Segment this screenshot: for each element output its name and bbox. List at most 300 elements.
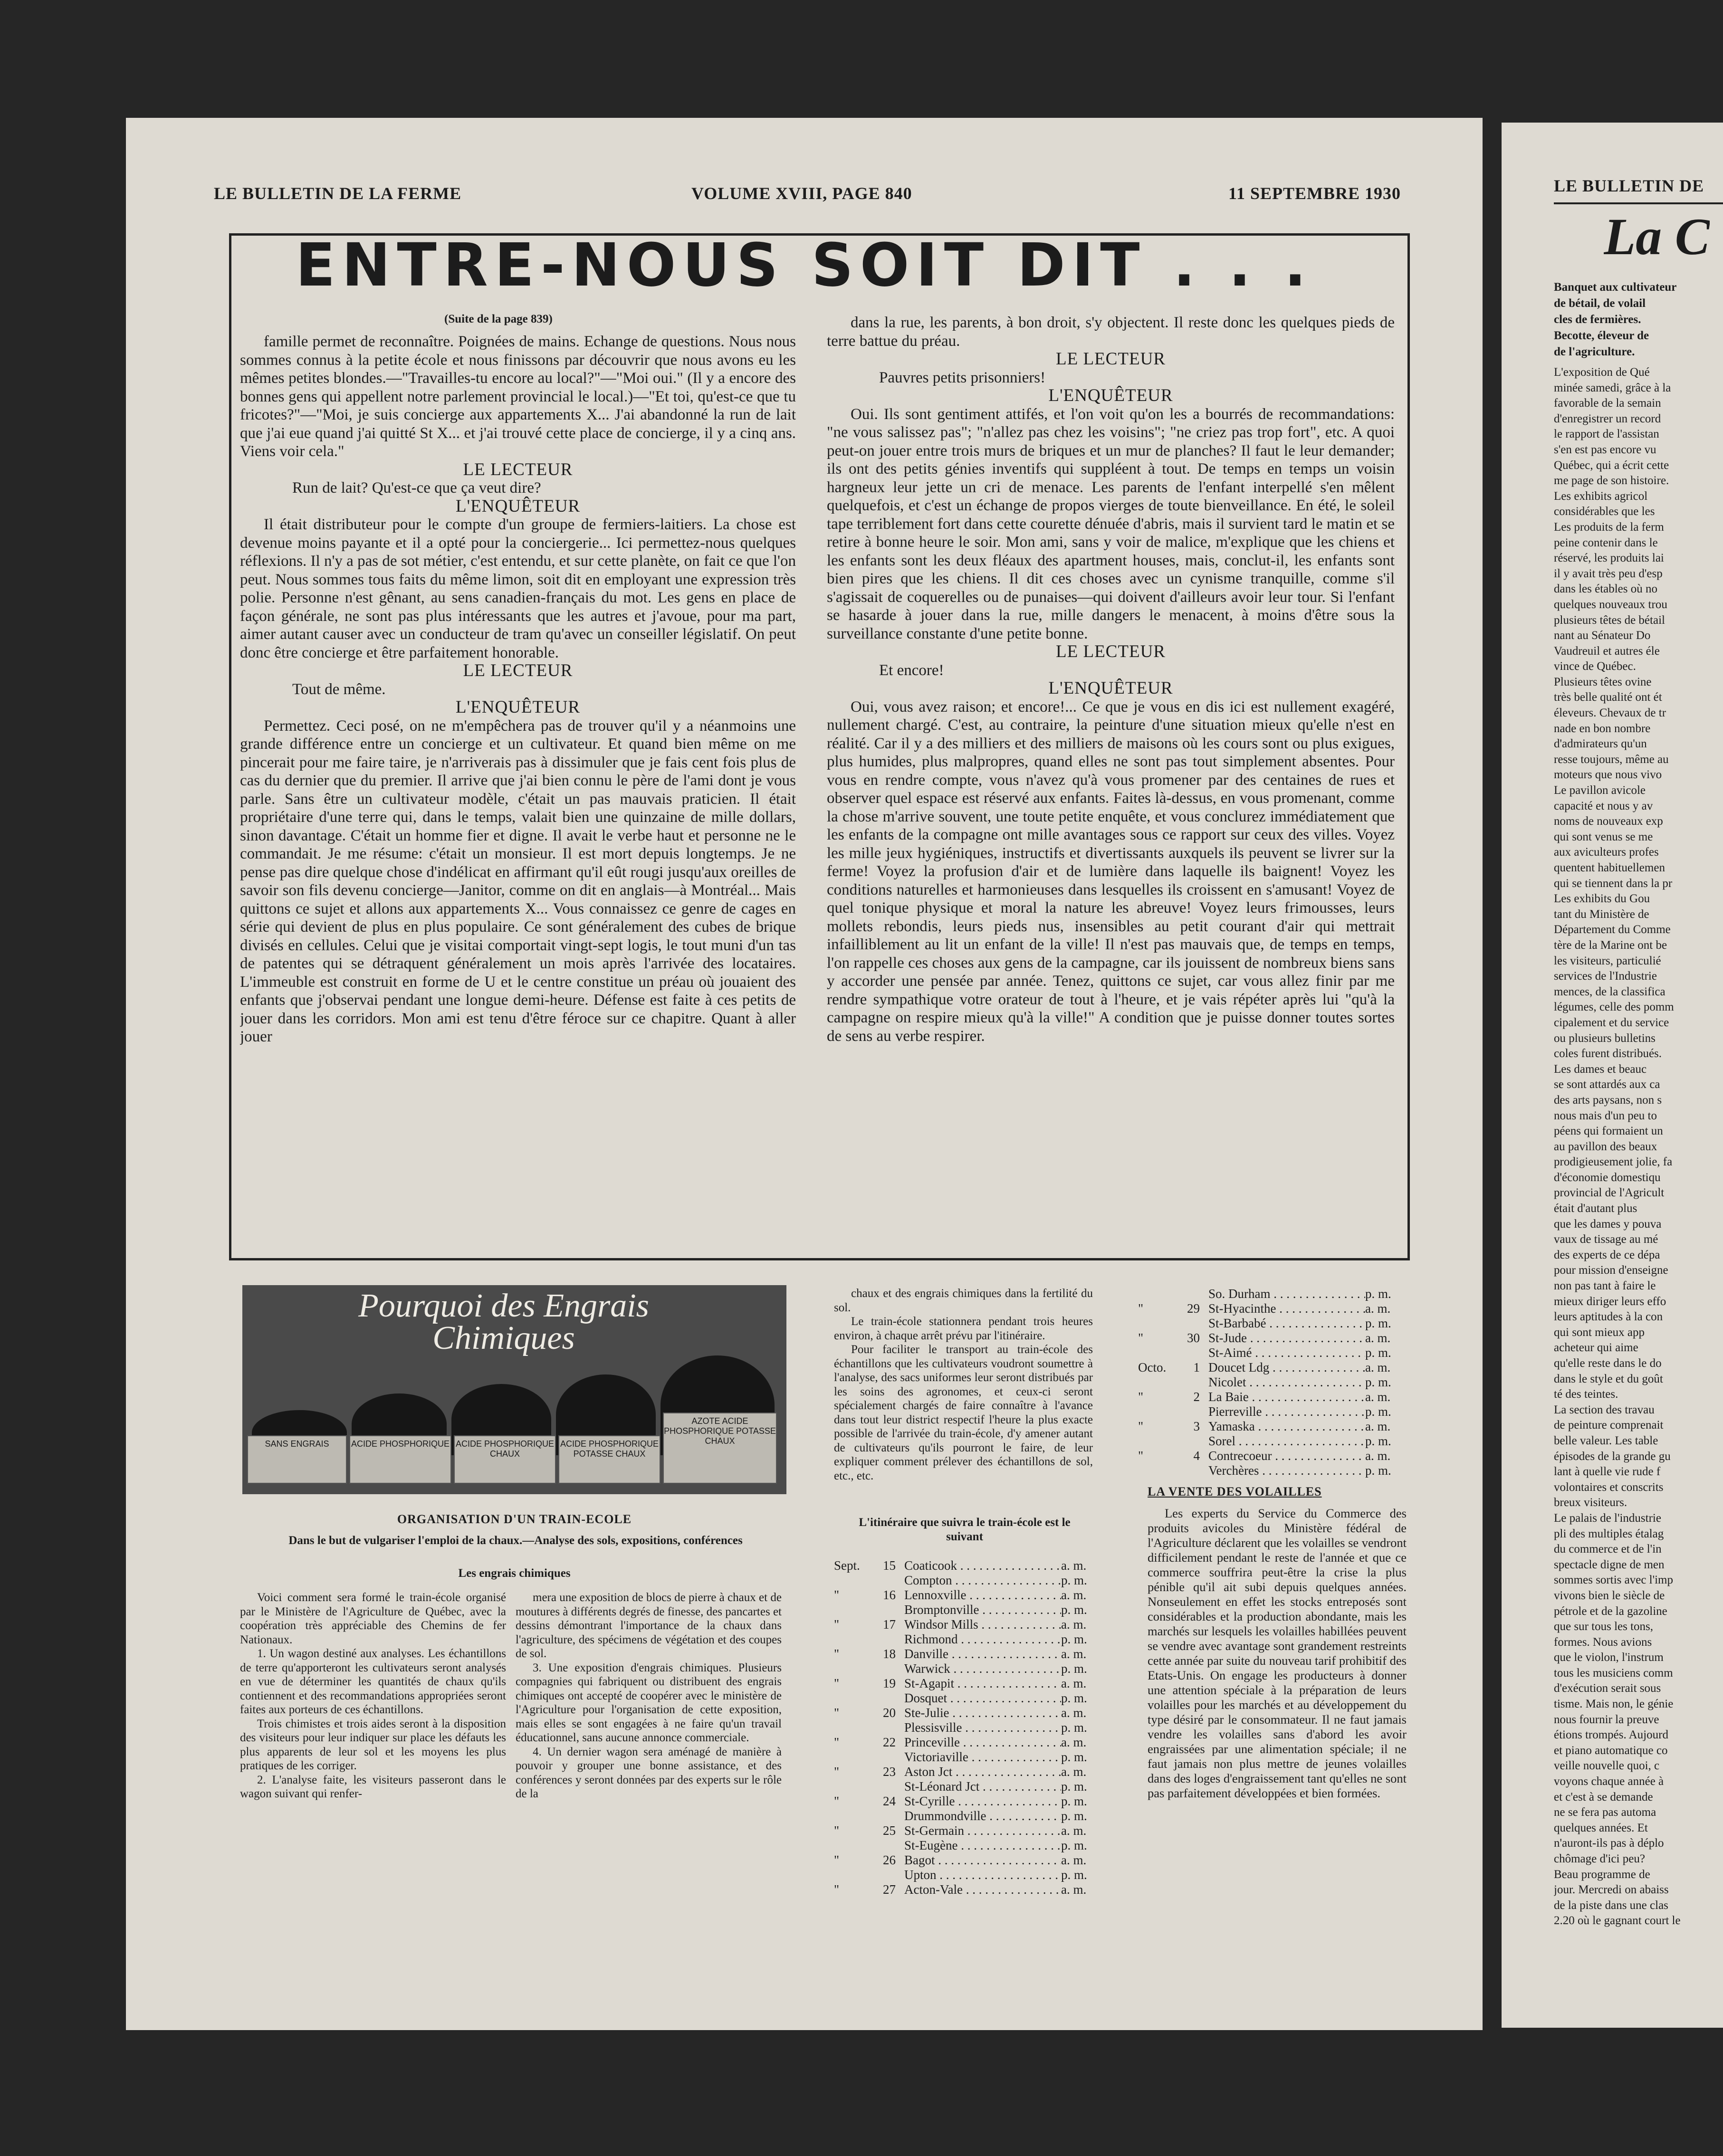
train-paragraph: 3. Une exposition d'engrais chimiques. Plusieurs compagnies qui fabriquent ou distribuent des engrais chimiques ont accepté de coopérer avec le ministère de l'Agriculture pour l'organisation de cette exposition, mais elles se sont engagées à ne faire qu'un travail éducationnel, sans aucune annonce commerciale. <box>516 1661 782 1744</box>
itinerary-row <box>1138 1287 1395 1301</box>
itinerary-day: 25 <box>883 1823 896 1838</box>
itinerary-time: a. m. <box>1061 1558 1087 1573</box>
itinerary-time: a. m. <box>1061 1765 1087 1779</box>
page2-text-line: veille nouvelle quoi, c <box>1554 1759 1660 1773</box>
itinerary-station: Acton-Vale . . . <box>904 1882 1061 1897</box>
itinerary-row <box>834 1617 1091 1632</box>
itinerary-day <box>867 1868 904 1882</box>
page2-text-line: me page de son histoire. <box>1554 474 1669 487</box>
paragraph: Oui, vous avez raison; et encore!... Ce que je vous en dis ici est nullement exagéré, nullement chargé. C'est, au contraire, la peinture d'une situation mieux qu'elle n'est en réalité. Car il y a des milliers et des milliers de maisons où les cours sont ou plus exigues, plus humides, plus malpropres, quand elles ne sont pas tout simplement absentes. Pour vous en rendre compte, vous n'avez qu'à vous promener par des centaines de rues et observer quel espace est réservé aux enfants. Faites là-dessus, en vous promenant, comme la chose m'arrive souvent, une toute petite enquête, et vous conclurez immédiatement que les enfants de la compagne ont mille avantages sous ce rapport sur ceux des villes. Voyez les mille jeux hygiéniques, instructifs et divertissants auxquels ils peuvent se livrer sur la ferme! Voyez la profusion d'air et de lumière dans laquelle ils baignent! Voyez les conditions naturelles et harmonieuses dans lesquelles ils croissent en s'amusant! Voyez de quel tonique physique et moral la nature les abreuve! Voyez leurs frimousses, leurs mollets rebondis, leurs pieds nus, insensibles au petit courant d'air qui mettrait infailliblement au lit un enfant de la ville! Il n'est pas mauvais que, de temps en temps, l'on rappelle ces choses aux gens de la campagne, car ils jouissent de nombreux biens sans y accorder une pensée par année. Tenez, quittons ce sujet, car vous allez finir par me rendre sympathique votre orateur de tout à l'heure, et je vais répéter après lui "qu'à la campagne on respire mieux qu'à la ville!" A condition que je puisse donner toutes sortes de sens au verbe respirer. <box>827 698 1395 1045</box>
page2-text-line: volontaires et conscrits <box>1554 1480 1664 1494</box>
itinerary-time: a. m. <box>1061 1853 1087 1867</box>
itinerary-list-2 <box>1138 1287 1395 1478</box>
itinerary-month: " <box>834 1588 840 1602</box>
page2-text-line: nant au Sénateur Do <box>1554 629 1651 642</box>
itinerary-station: Windsor Mills . . . <box>904 1617 1061 1632</box>
page2-text-line: des experts de ce dépa <box>1554 1248 1660 1261</box>
itinerary-day <box>867 1750 904 1765</box>
page2-text-line: de la piste dans une clas <box>1554 1898 1668 1912</box>
itinerary-month <box>834 1691 867 1706</box>
itinerary-station: Doucet Ldg . . . <box>1208 1360 1365 1375</box>
page2-text-line: ou plusieurs bulletins <box>1554 1031 1656 1045</box>
page2-text-line: au pavillon des beaux <box>1554 1140 1657 1153</box>
itinerary-row <box>1138 1316 1395 1331</box>
itinerary-station: La Baie . . . <box>1208 1390 1365 1404</box>
itinerary-station: Ste-Julie . . . <box>904 1706 1061 1720</box>
itinerary-row <box>1138 1404 1395 1419</box>
reply-line: Tout de même. <box>292 680 386 698</box>
page2-text-line: leurs aptitudes à la con <box>1554 1310 1663 1324</box>
itinerary-time: p. m. <box>1061 1691 1087 1705</box>
itinerary-month: " <box>834 1676 840 1690</box>
page2-text-line: d'admirateurs qu'un <box>1554 737 1647 751</box>
itinerary-month: Octo. <box>1138 1360 1167 1374</box>
photo-label-2: ACIDE PHOSPHORIQUE <box>349 1435 451 1484</box>
itinerary-month: " <box>1138 1301 1144 1316</box>
itinerary-station: Bagot . . . <box>904 1853 1061 1868</box>
itinerary-time: p. m. <box>1365 1434 1391 1448</box>
itinerary-row <box>834 1794 1091 1809</box>
itinerary-station: St-Eugène . . . <box>904 1838 1061 1853</box>
itinerary-row <box>834 1868 1091 1882</box>
page2-text-line: breux visiteurs. <box>1554 1496 1627 1509</box>
itinerary-station: St-Cyrille . . . <box>904 1794 1061 1809</box>
itinerary-station: Warwick . . . <box>904 1661 1061 1676</box>
itinerary-month <box>834 1603 867 1617</box>
page2-text-line: d'exécution serait sous <box>1554 1682 1661 1695</box>
itinerary-station: Sorel . . . <box>1208 1434 1365 1449</box>
itinerary-station: Yamaska . . . <box>1208 1419 1365 1434</box>
page2-text-line: favorable de la semain <box>1554 397 1661 410</box>
itinerary-station: Contrecoeur . . . <box>1208 1449 1365 1463</box>
itinerary-station: St-Germain . . . <box>904 1823 1061 1838</box>
itinerary-day: 23 <box>883 1765 896 1779</box>
itinerary-day: 26 <box>883 1853 896 1867</box>
photo-label-5: AZOTE ACIDE PHOSPHORIQUE POTASSE CHAUX <box>663 1412 777 1484</box>
itinerary-row <box>1138 1463 1395 1478</box>
itinerary-month: " <box>834 1617 840 1631</box>
page2-text-line: s'en est pas encore vu <box>1554 443 1656 456</box>
page2-text-line: éleveurs. Chevaux de tr <box>1554 706 1666 720</box>
itinerary-day: 20 <box>883 1706 896 1720</box>
itinerary-day: 4 <box>1193 1449 1200 1463</box>
train-paragraph: chaux et des engrais chimiques dans la fertilité du sol. <box>834 1287 1093 1314</box>
itinerary-time: p. m. <box>1365 1463 1391 1478</box>
continued-note: (Suite de la page 839) <box>444 313 553 325</box>
itinerary-row <box>834 1720 1091 1735</box>
page2-text-line: vivons bien le siècle de <box>1554 1589 1665 1602</box>
page2-text-line: des arts paysans, non s <box>1554 1093 1662 1107</box>
itinerary-time: a. m. <box>1365 1419 1391 1433</box>
page2-text-line: péens qui formaient un <box>1554 1125 1663 1138</box>
itinerary-day <box>1171 1404 1208 1419</box>
itinerary-station: St-Hyacinthe . . . <box>1208 1301 1365 1316</box>
page2-text-line: services de l'Industrie <box>1554 970 1657 983</box>
itinerary-time: a. m. <box>1365 1390 1391 1404</box>
page2-text-line: mieux diriger leurs effo <box>1554 1295 1666 1308</box>
page2-text-line: dans le style et du goût <box>1554 1372 1663 1385</box>
page2-text-line: spectacle digne de men <box>1554 1558 1665 1571</box>
itinerary-time: p. m. <box>1365 1287 1391 1301</box>
speaker-label: L'ENQUÊTEUR <box>1048 386 1173 405</box>
photo-title-line-1: Pourquoi des Engrais <box>358 1288 649 1324</box>
page2-header: LE BULLETIN DE <box>1554 176 1704 195</box>
page2-text-line: tisme. Mais non, le génie <box>1554 1698 1674 1711</box>
itinerary-day: 17 <box>883 1617 896 1631</box>
itinerary-time: p. m. <box>1061 1661 1087 1676</box>
itinerary-time: a. m. <box>1061 1617 1087 1631</box>
itinerary-day <box>867 1838 904 1853</box>
train-paragraph: Le train-école stationnera pendant trois heures environ, à chaque arrêt prévu par l'itinéraire. <box>834 1315 1093 1342</box>
itinerary-day: 19 <box>883 1676 896 1690</box>
page2-deck-line: Banquet aux cultivateur <box>1554 281 1677 294</box>
itinerary-day <box>1171 1463 1208 1478</box>
train-paragraph: Pour faciliter le transport au train-école des échantillons que les cultivateurs voudront soumettre à l'analyse, des sacs uniformes leur seront distribués par les soins des agronomes, et ceux-ci seront spécialement chargés de faire connaître à l'avance dans tout leur district respectif l'heure la plus exacte possible de l'arrivée du train-école, d'y amener autant de cultivateurs qu'ils pourront le faire, de leur expliquer comment prélever des échantillons de sol, etc., etc. <box>834 1343 1093 1482</box>
page2-text-line: dans les étables où no <box>1554 582 1658 596</box>
itinerary-time: a. m. <box>1365 1331 1391 1345</box>
itinerary-row <box>834 1735 1091 1750</box>
itinerary-day <box>1171 1316 1208 1331</box>
itinerary-row <box>834 1779 1091 1794</box>
itinerary-row <box>834 1765 1091 1779</box>
page2-text-line: voyons chaque année à <box>1554 1775 1664 1788</box>
itinerary-time: a. m. <box>1061 1735 1087 1749</box>
page2-text-line: minée samedi, grâce à la <box>1554 381 1671 394</box>
itinerary-month <box>834 1632 867 1647</box>
train-title: ORGANISATION D'UN TRAIN-ECOLE <box>397 1512 632 1526</box>
itinerary-time: p. m. <box>1365 1375 1391 1389</box>
itinerary-day: 27 <box>883 1882 896 1897</box>
itinerary-month <box>834 1661 867 1676</box>
page2-text-line: coles furent distribués. <box>1554 1047 1662 1060</box>
train-deck: Dans le but de vulgariser l'emploi de la chaux.—Analyse des sols, expositions, conférences <box>288 1534 743 1547</box>
itinerary-station: Coaticook . . . <box>904 1558 1061 1573</box>
paragraph: Oui. Ils sont gentiment attifés, et l'on voit qu'on les a bourrés de recommandations: "ne vous salissez pas"; "n'allez pas chez les voisins"; "ne criez pas trop fort", etc. A quoi peut-on jouer entre trois murs de briques et un mur de planches? Il faut le leur demander; ils ont des petits génies inventifs qui suppléent à tout. De temps en temps un voisin hargneux leur jette un cri de menace. Les parents de l'enfant interpellé s'en mêlent quelquefois, et c'est un échange de propos vierges de toute bienveillance. En été, le soleil tape terriblement fort dans cette courette dénuée d'abris, mais il survient tard le matin et se retire à bonne heure le soir. Mon ami, sans y voir de malice, m'explique que les chiens et les enfants sont les deux fléaux des apartment houses, mais, conclut-il, les enfants sont bien pires que les chiens. Il dit ces choses avec un cynisme tranquille, comme s'il s'agissait de coquerelles ou de punaises—qui doivent d'ailleurs avoir leur tour. Si l'enfant se hasarde à jouer dans la rue, mille dangers le menacent, à moins d'être sous la surveillance constante d'une petite bonne. <box>827 405 1395 642</box>
paragraph: Il était distributeur pour le compte d'un groupe de fermiers-laitiers. La chose est devenue moins payante et il a opté pour la conciergerie... Ici permettez-nous quelques réflexions. Il n'y a pas de sot métier, c'est entendu, et sur cette planète, on fait ce que l'on peut. Nous sommes tous faits du même limon, soit dit en employant une expression très polie. Personne n'est gênant, au sens canadien-français du mot. Les gens en place de façon générale, ne sont pas plus intéressants que les autres et j'avoue, pour ma part, aimer autant causer avec un conducteur de tram qu'avec un conseiller législatif. On peut donc être concierge et être parfaitement honorable. <box>240 516 796 661</box>
page2-text-line: Québec, qui a écrit cette <box>1554 458 1669 472</box>
page2-text-line: 2.20 où le gagnant court le <box>1554 1914 1681 1927</box>
itinerary-day <box>867 1573 904 1588</box>
page2-text-line: n'auront-ils pas à déplo <box>1554 1837 1664 1850</box>
page2-text-line: lant à quelle vie rude f <box>1554 1465 1661 1479</box>
page2-text-line: nous fournir la preuve <box>1554 1713 1659 1726</box>
volailles-title: LA VENTE DES VOLAILLES <box>1148 1485 1322 1498</box>
itinerary-time: p. m. <box>1365 1404 1391 1419</box>
itinerary-day: 2 <box>1193 1390 1200 1404</box>
itinerary-row <box>834 1588 1091 1603</box>
itinerary-station: St-Léonard Jct . . . <box>904 1779 1061 1794</box>
page2-text-line: Plusieurs têtes ovine <box>1554 675 1652 688</box>
itinerary-day <box>867 1603 904 1617</box>
page2-text-line: acheteur qui aime <box>1554 1341 1638 1355</box>
page2-rule <box>1554 202 1723 204</box>
page2-text-line: vaux de tissage au mé <box>1554 1233 1658 1246</box>
page2-text <box>1554 365 1681 1929</box>
itinerary-station: Upton . . . <box>904 1868 1061 1882</box>
itinerary-time: p. m. <box>1061 1603 1087 1617</box>
itinerary-month: " <box>834 1853 840 1867</box>
page2-text-line: Le palais de l'industrie <box>1554 1511 1661 1525</box>
page2-text-line: Beau programme de <box>1554 1868 1650 1881</box>
page2-text-line: qui sont mieux app <box>1554 1326 1645 1339</box>
itinerary-row <box>1138 1419 1395 1434</box>
speaker-label: LE LECTEUR <box>1056 349 1166 369</box>
headline: ENTRE-NOUS SOIT DIT . . . <box>296 230 1313 300</box>
itinerary-month: Sept. <box>834 1558 860 1573</box>
speaker-label: L'ENQUÊTEUR <box>455 496 581 516</box>
reply-line: Pauvres petits prisonniers! <box>879 369 1046 386</box>
page2-text-line: qui sont venus se me <box>1554 830 1653 843</box>
itinerary-time: p. m. <box>1061 1794 1087 1808</box>
train-paragraph: 4. Un dernier wagon sera aménagé de manière à pouvoir y grouper une bonne assistance, et des conférences y seront données par des experts sur le rôle de la <box>516 1745 782 1800</box>
page2-text-line: très belle qualité ont ét <box>1554 691 1662 704</box>
itinerary-time: p. m. <box>1365 1345 1391 1360</box>
itinerary-time: a. m. <box>1061 1823 1087 1838</box>
itinerary-month: " <box>1138 1419 1144 1433</box>
itinerary-station: Victoriaville . . . <box>904 1750 1061 1765</box>
page2-text-line: prodigieusement jolie, fa <box>1554 1155 1673 1169</box>
page2-text-line: jour. Mercredi on abaiss <box>1554 1883 1669 1897</box>
itinerary-time: p. m. <box>1061 1868 1087 1882</box>
page2-deck-line: de l'agriculture. <box>1554 345 1635 358</box>
itinerary-day <box>867 1632 904 1647</box>
page2-text-line: Les exhibits agricol <box>1554 489 1648 503</box>
page2-text-line: il y avait très peu d'esp <box>1554 567 1663 580</box>
page2-text-line: L'exposition de Qué <box>1554 366 1650 379</box>
itinerary-day <box>867 1720 904 1735</box>
page2-text-line: noms de nouveaux exp <box>1554 815 1663 828</box>
itinerary-row <box>834 1661 1091 1676</box>
itinerary-row <box>834 1853 1091 1868</box>
page2-text-line: tère de la Marine ont be <box>1554 938 1667 952</box>
page2-text-line: aux aviculteurs profes <box>1554 846 1659 859</box>
itinerary-time: a. m. <box>1365 1449 1391 1463</box>
itinerary-time: p. m. <box>1365 1316 1391 1330</box>
speaker-label: L'ENQUÊTEUR <box>1048 678 1173 698</box>
page2-text-line: chômage d'ici peu? <box>1554 1852 1645 1865</box>
itinerary-time: p. m. <box>1061 1838 1087 1852</box>
page2-text-line: qui se tiennent dans la pr <box>1554 877 1673 890</box>
train-column-a <box>240 1591 506 1966</box>
itinerary-station: Richmond . . . <box>904 1632 1061 1647</box>
itinerary-row <box>1138 1345 1395 1360</box>
article-column-2 <box>827 314 1395 1250</box>
itinerary-day: 1 <box>1193 1360 1200 1374</box>
itinerary-day <box>867 1779 904 1794</box>
volailles-text <box>1148 1506 1407 1886</box>
itinerary-month <box>834 1868 867 1882</box>
itinerary-time: a. m. <box>1061 1706 1087 1720</box>
itinerary-day <box>1171 1434 1208 1449</box>
page2-text-line: d'économie domestiqu <box>1554 1171 1661 1184</box>
train-subtitle: Les engrais chimiques <box>458 1567 571 1580</box>
page2-text-line: belle valeur. Les table <box>1554 1434 1658 1447</box>
itinerary-row <box>834 1750 1091 1765</box>
itinerary-row <box>834 1838 1091 1853</box>
itinerary-heading: L'itinéraire que suivra le train-école est le suivant <box>859 1516 1071 1543</box>
itinerary-row <box>834 1691 1091 1706</box>
itinerary-month <box>834 1720 867 1735</box>
page2-text-line: peine contenir dans le <box>1554 536 1658 549</box>
itinerary-day: 15 <box>883 1558 896 1573</box>
itinerary-month: " <box>1138 1390 1144 1404</box>
itinerary-station: Nicolet . . . <box>1208 1375 1365 1390</box>
page-header-left: LE BULLETIN DE LA FERME <box>214 184 462 203</box>
page2-text-line: sommes sortis avec l'imp <box>1554 1574 1674 1587</box>
page2-text-line: Les exhibits du Gou <box>1554 892 1650 906</box>
itinerary-month: " <box>1138 1331 1144 1345</box>
itinerary-row <box>834 1706 1091 1720</box>
speaker-label: LE LECTEUR <box>463 661 573 680</box>
page2-text-line: pétrole et de la gazoline <box>1554 1604 1667 1618</box>
itinerary-month: " <box>834 1882 840 1897</box>
page2-text-line: Le pavillon avicole <box>1554 784 1646 797</box>
itinerary-time: p. m. <box>1061 1750 1087 1764</box>
itinerary-month: " <box>834 1823 840 1838</box>
paragraph: famille permet de reconnaître. Poignées de mains. Echange de questions. Nous nous sommes connus à la petite école et nous finissons par découvrir que nous avons eu les mêmes petites blondes.—"Travailles-tu encore au local?"—"Moi oui." (Il y a encore des bonnes gens qui appellent notre parlement provincial le local.)—"Et toi, qu'est-ce que tu fricotes?"—"Moi, je suis concierge aux appartements X... J'ai abandonné la run de lait que j'ai eue quand j'ai quitté St X... et j'ai trouvé cette place de concierge, il y a cinq ans. Viens voir cela." <box>240 333 796 460</box>
itinerary-month <box>834 1779 867 1794</box>
page2-text-line: de peinture comprenait <box>1554 1419 1664 1432</box>
page2-text-line: se sont attardés aux ca <box>1554 1078 1660 1091</box>
page2-text-line: Département du Comme <box>1554 923 1671 936</box>
itinerary-row <box>834 1676 1091 1691</box>
itinerary-day: 30 <box>1187 1331 1200 1345</box>
itinerary-time: a. m. <box>1061 1647 1087 1661</box>
itinerary-time: a. m. <box>1061 1588 1087 1602</box>
itinerary-month: " <box>834 1647 840 1661</box>
page2-text-line: était d'autant plus <box>1554 1202 1637 1215</box>
itinerary-list-1 <box>834 1558 1091 1897</box>
page2-text-line: pli des multiples étalag <box>1554 1527 1664 1540</box>
page2-text-line: Les produits de la ferm <box>1554 520 1664 534</box>
train-paragraph: Trois chimistes et trois aides seront à la disposition des visiteurs pour leur indiquer sur place les défauts les plus apparents de leur sol et les moyens les plus pratiques de les corriger. <box>240 1717 506 1772</box>
itinerary-month <box>1138 1434 1171 1449</box>
itinerary-day: 16 <box>883 1588 896 1602</box>
itinerary-day <box>1171 1375 1208 1390</box>
itinerary-month <box>834 1838 867 1853</box>
itinerary-day: 29 <box>1187 1301 1200 1316</box>
itinerary-month: " <box>1138 1449 1144 1463</box>
itinerary-month: " <box>834 1706 840 1720</box>
train-column-c <box>834 1287 1093 1500</box>
itinerary-row <box>834 1573 1091 1588</box>
itinerary-station: St-Aimé . . . <box>1208 1345 1365 1360</box>
itinerary-station: Aston Jct . . . <box>904 1765 1061 1779</box>
page2-text-line: tous les musiciens comm <box>1554 1666 1673 1679</box>
itinerary-row <box>834 1647 1091 1661</box>
article-column-1 <box>240 333 796 1250</box>
itinerary-row <box>1138 1375 1395 1390</box>
newspaper-page-840 <box>126 118 1483 2030</box>
page2-text-line: capacité et nous y av <box>1554 799 1653 812</box>
itinerary-station: Bromptonville . . . <box>904 1603 1061 1617</box>
itinerary-row <box>834 1809 1091 1823</box>
itinerary-day <box>867 1691 904 1706</box>
itinerary-row <box>834 1823 1091 1838</box>
itinerary-station: So. Durham . . . <box>1208 1287 1365 1301</box>
page2-text-line: La section des travau <box>1554 1403 1655 1416</box>
itinerary-station: Verchères . . . <box>1208 1463 1365 1478</box>
itinerary-time: p. m. <box>1061 1779 1087 1793</box>
page-header-right: 11 SEPTEMBRE 1930 <box>1228 184 1401 203</box>
itinerary-day <box>1171 1345 1208 1360</box>
page2-text-line: légumes, celle des pomm <box>1554 1001 1674 1014</box>
itinerary-month: " <box>834 1735 840 1749</box>
train-paragraph: mera une exposition de blocs de pierre à chaux et de moutures à différents degrés de finesse, des pancartes et dessins démontrant l'importance de la chaux dans l'agriculture, des spécimens de végétation et des coupes de sol. <box>516 1591 782 1660</box>
page2-text-line: qu'elle reste dans le do <box>1554 1357 1662 1370</box>
itinerary-day <box>867 1809 904 1823</box>
page2-text-line: vince de Québec. <box>1554 660 1636 673</box>
page2-text-line: quelques années. Et <box>1554 1821 1648 1834</box>
page2-text-line: pour mission d'enseigne <box>1554 1264 1668 1277</box>
itinerary-month <box>1138 1463 1171 1478</box>
page2-text-line: nous mais d'un peu to <box>1554 1109 1657 1122</box>
itinerary-time: p. m. <box>1061 1573 1087 1587</box>
page2-text-line: provincial de l'Agricult <box>1554 1186 1665 1200</box>
page2-deck <box>1554 279 1676 360</box>
page2-text-line: et c'est à se demande <box>1554 1790 1653 1803</box>
train-paragraph: Voici comment sera formé le train-école organisé par le Ministère de l'Agriculture de Québec, avec la coopération très appréciable des Chemins de fer Nationaux. <box>240 1591 506 1646</box>
paragraph: dans la rue, les parents, à bon droit, s'y objectent. Il reste donc les quelques pieds de terre battue du préau. <box>827 314 1395 350</box>
paragraph: Permettez. Ceci posé, on ne m'empêchera pas de trouver qu'il y a néanmoins une grande différence entre un concierge et un cultivateur. Et quand bien même on me pincerait pour me faire taire, je n'arriverais pas à dissimuler que je fais cent fois plus de cas du dernier que du premier. Il arrive que j'ai bien connu le père de l'ami dont je vous parle. Sans être un cultivateur modèle, c'était un pas mauvais praticien. Il était propriétaire d'une terre qui, dans le temps, valait bien une quinzaine de mille dollars, sinon davantage. C'était un homme fier et digne. Il avait le verbe haut et personne ne le commandait. Je me résume: c'était un monsieur. Il est mort depuis longtemps. Je ne pense pas dire quelque chose d'indélicat en affirmant qu'il eût rougi jusqu'aux oreilles de savoir son fils devenu concierge—Janitor, comme on dit en anglais—à Montréal... Mais quittons ce sujet et allons aux appartements X... Vous connaissez ce genre de cages en série qui devient de plus en plus populaire. Ce sont généralement des cubes de brique divisés en cellules. Celui que je visitai comportait vingt-sept logis, le tout muni d'un tas de patentes qui se détraquent généralement un mois après l'arrivée des locataires. L'immeuble est construit en forme de U et le centre constitue un préau où jouaient des enfants que j'observai pendant une longue demi-heure. Défense est faite à ces petits de jouer dans les corridors. Mon ami est tenu d'être féroce sur ce chapitre. Quant à aller jouer <box>240 717 796 1045</box>
itinerary-month: " <box>834 1794 840 1808</box>
itinerary-station: Pierreville . . . <box>1208 1404 1365 1419</box>
page2-text-line: quentent habituellemen <box>1554 861 1665 874</box>
page2-text-line: Les dames et beauc <box>1554 1062 1647 1076</box>
itinerary-time: p. m. <box>1061 1720 1087 1735</box>
page2-text-line: et piano automatique co <box>1554 1744 1668 1757</box>
itinerary-month <box>1138 1345 1171 1360</box>
itinerary-day: 22 <box>883 1735 896 1749</box>
itinerary-row <box>1138 1434 1395 1449</box>
itinerary-time: a. m. <box>1061 1882 1087 1897</box>
itinerary-row <box>834 1603 1091 1617</box>
itinerary-month <box>1138 1404 1171 1419</box>
itinerary-station: Princeville . . . <box>904 1735 1061 1750</box>
page2-text-line: le rapport de l'assistan <box>1554 428 1659 441</box>
volailles-paragraph: Les experts du Service du Commerce des produits avicoles du Ministère fédéral de l'Agriculture déclarent que les volailles se vendront difficilement pendant le reste de l'année et que ce commerce souffrira peut-être la crise la plus pénible qu'il ait subi depuis quelques années. Nonseulement en effet les stocks entreposés sont considérables et la production abondante, mais les marchés sur lesquels les volailles habillées peuvent se vendre avec avantage sont grandement restreints cette année par suite du nouveau tarif prohibitif des Etats-Unis. On engage les producteurs à donner une attention spéciale à la préparation de leurs volailles pour les marchés et au développement du type désiré par le consommateur. Il ne faut jamais vendre les volailles sans d'abord les avoir engraissées par une alimentation spéciale; il ne faut jamais non plus mettre de jeunes volailles dans des loges d'engraissement tant qu'elles ne sont pas parfaitement développées et bien formées. <box>1148 1506 1407 1800</box>
page2-text-line: d'enregistrer un record <box>1554 412 1661 425</box>
itinerary-row <box>1138 1331 1395 1345</box>
page2-text-line: étions trompés. Aujourd <box>1554 1728 1668 1742</box>
itinerary-station: Compton . . . <box>904 1573 1061 1588</box>
photo-label-4: ACIDE PHOSPHORIQUE POTASSE CHAUX <box>558 1435 660 1484</box>
page2-text-line: mences, de la classifica <box>1554 985 1666 998</box>
page2-text-line: que sur tous les tons, <box>1554 1620 1654 1633</box>
page2-text-line: considérables que les <box>1554 505 1655 518</box>
page2-text-line: que les dames y pouva <box>1554 1217 1662 1231</box>
itinerary-row <box>1138 1449 1395 1463</box>
itinerary-month <box>834 1750 867 1765</box>
page2-text-line: réservé, les produits lai <box>1554 552 1664 565</box>
page2-text-line: les visiteurs, particulié <box>1554 954 1661 967</box>
page2-text-line: resse toujours, même au <box>1554 753 1669 766</box>
photo-label-3: ACIDE PHOSPHORIQUE CHAUX <box>454 1435 556 1484</box>
itinerary-month <box>1138 1287 1171 1301</box>
itinerary-month <box>1138 1316 1171 1331</box>
page2-text-line: tant du Ministère de <box>1554 907 1649 921</box>
train-column-b <box>516 1591 782 1966</box>
itinerary-month <box>1138 1375 1171 1390</box>
page2-text-line: nade en bon nombre <box>1554 722 1651 735</box>
reply-line: Et encore! <box>879 661 944 679</box>
itinerary-time: p. m. <box>1061 1809 1087 1823</box>
itinerary-row <box>834 1558 1091 1573</box>
page2-text-line: cipalement et du service <box>1554 1016 1669 1029</box>
itinerary-row <box>834 1882 1091 1897</box>
reply-line: Run de lait? Qu'est-ce que ça veut dire? <box>292 479 541 496</box>
page2-deck-line: de bétail, de volail <box>1554 297 1646 310</box>
